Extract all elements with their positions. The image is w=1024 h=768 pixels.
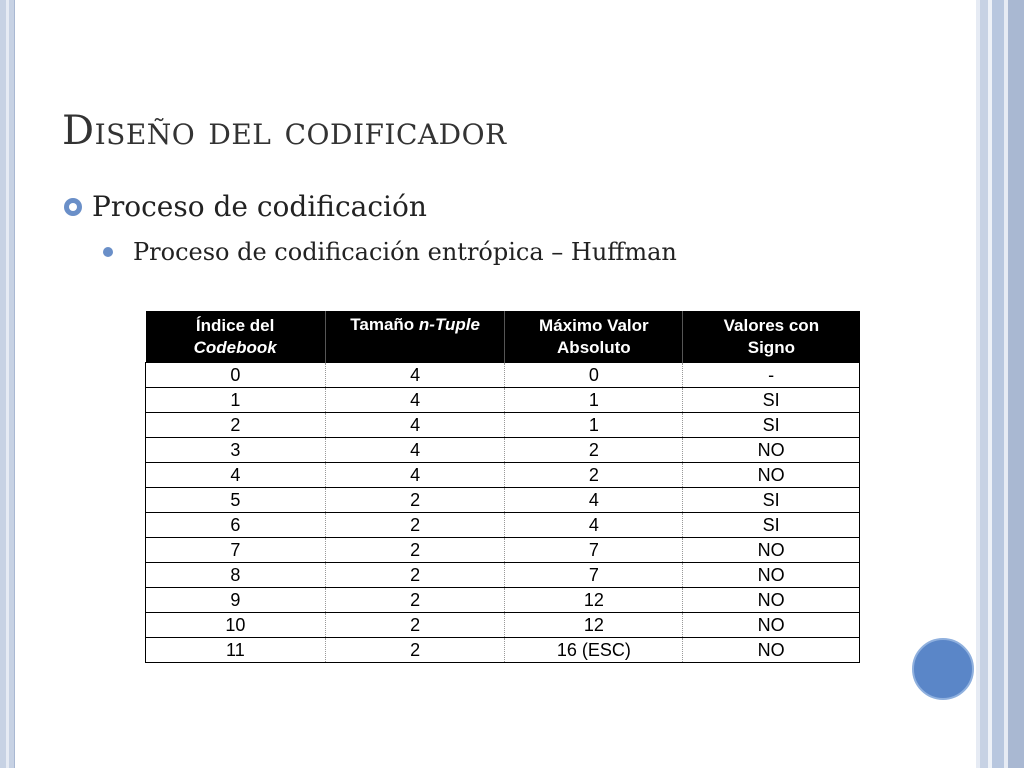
table-row: [146, 413, 860, 438]
cell-tuple-size: 4: [325, 413, 505, 438]
cell-tuple-size: 2: [325, 538, 505, 563]
bullet-ring-icon: [64, 198, 82, 216]
bullet-level2-text: Proceso de codificación entrópica – Huffman: [133, 238, 677, 266]
bullet-level1: [64, 190, 427, 223]
cell-index: 5: [146, 488, 326, 513]
cell-max-abs: 4: [505, 513, 683, 538]
header-tuple-size-italic: n-Tuple: [418, 315, 480, 334]
cell-tuple-size: 4: [325, 388, 505, 413]
header-codebook-index-line1: Índice del: [195, 315, 275, 335]
table-row: [146, 613, 860, 638]
cell-index: 4: [146, 463, 326, 488]
cell-tuple-size: 2: [325, 613, 505, 638]
cell-signed: SI: [683, 513, 860, 538]
cell-signed: NO: [683, 563, 860, 588]
cell-index: 2: [146, 413, 326, 438]
cell-index: 7: [146, 538, 326, 563]
cell-signed: NO: [683, 613, 860, 638]
cell-max-abs: 7: [505, 563, 683, 588]
header-codebook-index: [146, 311, 326, 363]
cell-max-abs: 1: [505, 413, 683, 438]
cell-signed: NO: [683, 463, 860, 488]
cell-index: 6: [146, 513, 326, 538]
bullet-level2: [103, 238, 677, 266]
table-row: [146, 388, 860, 413]
header-max-abs-value-line2: Absoluto: [557, 337, 631, 357]
left-decor-line: [14, 0, 15, 768]
table-row: [146, 538, 860, 563]
cell-signed: SI: [683, 488, 860, 513]
cell-signed: -: [683, 363, 860, 388]
codebook-table: [145, 311, 860, 663]
cell-index: 8: [146, 563, 326, 588]
table-header-row: [146, 311, 860, 363]
cell-index: 0: [146, 363, 326, 388]
header-max-abs-value: [505, 311, 683, 363]
left-decor-stripe: [6, 0, 9, 768]
slide-title: Diseño del codificador: [62, 108, 507, 154]
right-decor-bars: [976, 0, 1024, 768]
cell-tuple-size: 2: [325, 513, 505, 538]
cell-max-abs: 12: [505, 613, 683, 638]
cell-max-abs: 0: [505, 363, 683, 388]
cell-signed: NO: [683, 588, 860, 613]
cell-index: 1: [146, 388, 326, 413]
table-row: [146, 563, 860, 588]
cell-max-abs: 4: [505, 488, 683, 513]
cell-max-abs: 12: [505, 588, 683, 613]
cell-tuple-size: 4: [325, 363, 505, 388]
header-codebook-index-line2: Codebook: [193, 337, 277, 357]
cell-tuple-size: 2: [325, 638, 505, 663]
cell-tuple-size: 2: [325, 588, 505, 613]
cell-max-abs: 16 (ESC): [505, 638, 683, 663]
cell-index: 11: [146, 638, 326, 663]
header-signed-values-line2: Signo: [747, 337, 795, 357]
cell-max-abs: 7: [505, 538, 683, 563]
table-row: [146, 513, 860, 538]
bullet-dot-icon: [103, 247, 113, 257]
cell-signed: NO: [683, 638, 860, 663]
table-row: [146, 463, 860, 488]
cell-index: 10: [146, 613, 326, 638]
cell-signed: SI: [683, 413, 860, 438]
cell-max-abs: 2: [505, 463, 683, 488]
right-decor-stripe-6: [1008, 0, 1024, 768]
bullet-level1-text: Proceso de codificación: [92, 190, 427, 223]
header-tuple-size: [325, 311, 505, 363]
cell-signed: NO: [683, 438, 860, 463]
cell-tuple-size: 4: [325, 438, 505, 463]
right-decor-stripe-2: [980, 0, 988, 768]
cell-index: 9: [146, 588, 326, 613]
table-row: [146, 638, 860, 663]
header-signed-values-line1: Valores con: [723, 315, 820, 335]
decor-circle: [912, 638, 974, 700]
header-max-abs-value-line1: Máximo Valor: [539, 315, 649, 335]
cell-tuple-size: 2: [325, 488, 505, 513]
cell-signed: NO: [683, 538, 860, 563]
header-tuple-size-plain: Tamaño: [350, 315, 419, 334]
table-row: [146, 363, 860, 388]
table-row: [146, 588, 860, 613]
cell-index: 3: [146, 438, 326, 463]
cell-tuple-size: 4: [325, 463, 505, 488]
table-row: [146, 488, 860, 513]
table-row: [146, 438, 860, 463]
right-decor-stripe-4: [992, 0, 1004, 768]
cell-max-abs: 1: [505, 388, 683, 413]
cell-tuple-size: 2: [325, 563, 505, 588]
cell-signed: SI: [683, 388, 860, 413]
header-signed-values: [683, 311, 860, 363]
cell-max-abs: 2: [505, 438, 683, 463]
